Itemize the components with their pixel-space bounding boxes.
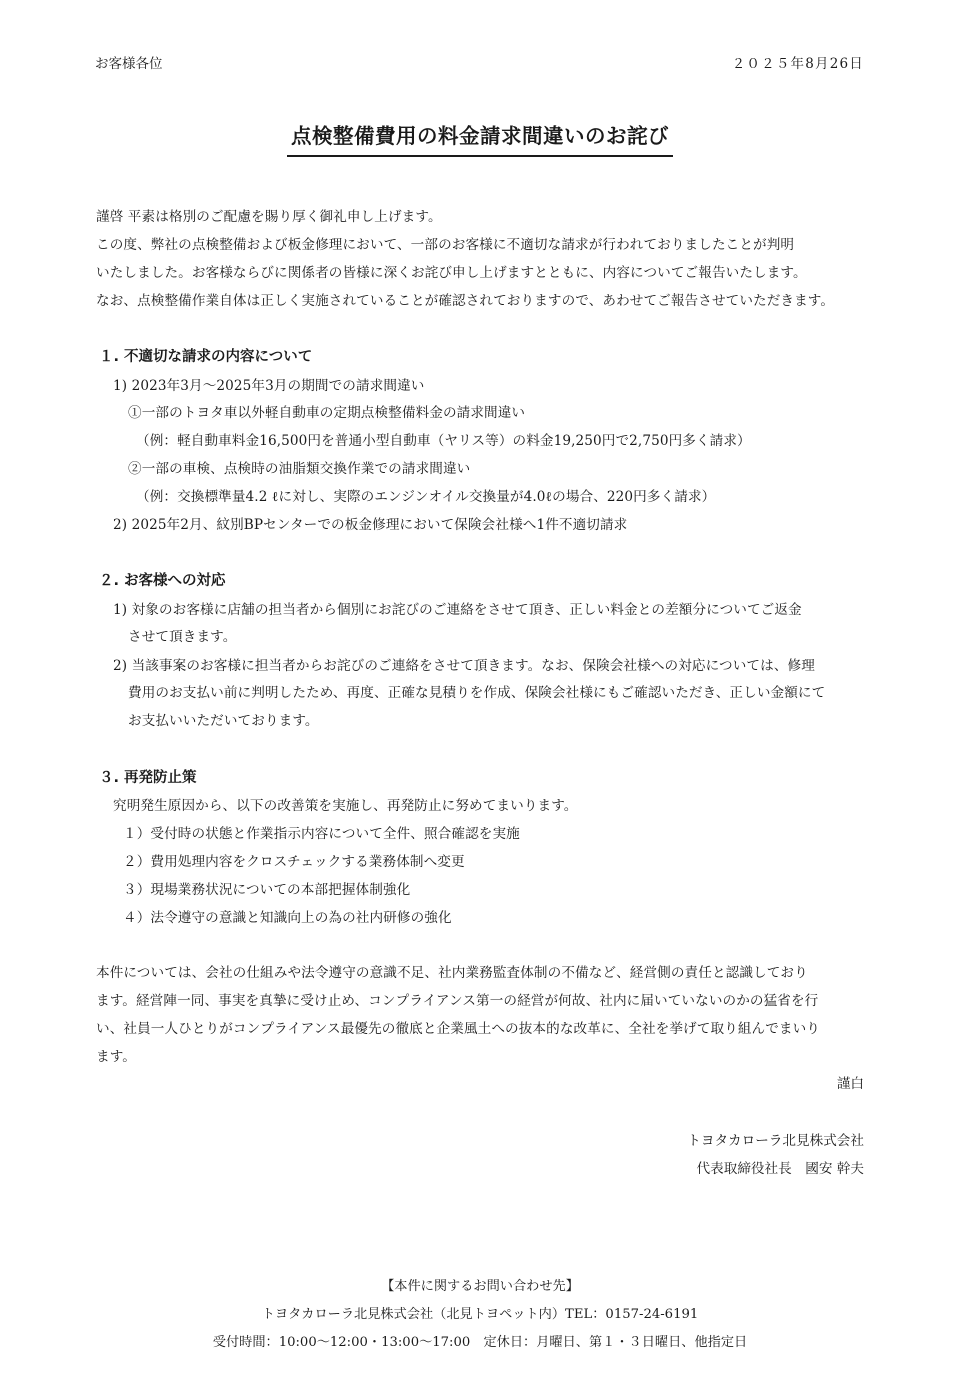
intro-line: いたしました。お客様ならびに関係者の皆様に深くお詫び申し上げますとともに、内容についてご報告いたします。 — [96, 265, 807, 281]
section2-heading: ２. お客様への対応 — [99, 573, 226, 589]
contact-line: トヨタカローラ北見株式会社（北見トヨペット内）TEL：0157-24-6191 — [261, 1307, 699, 1322]
section1-line: 1) 2023年3月～2025年3月の期間での請求間違い — [113, 378, 425, 394]
section1-line: 2) 2025年2月、紋別BPセンターでの板金修理において保険会社様へ1件不適切請求 — [113, 517, 628, 533]
section1-line: （例：軽自動車料金16,500円を普通小型自動車（ヤリス等）の料金19,250円で2,750円多く請求） — [136, 433, 751, 449]
section3-line: ２）費用処理内容をクロスチェックする業務体制へ変更 — [123, 854, 465, 870]
page-title: 点検整備費用の料金請求間違いのお詫び — [287, 119, 673, 157]
signature-company: トヨタカローラ北見株式会社 — [687, 1133, 864, 1149]
conclusion-line: い、社員一人ひとりがコンプライアンス最優先の徹底と企業風土への抜本的な改革に、全社を挙げて取り組んでまいり — [96, 1021, 820, 1037]
conclusion-line: ます。経営陣一同、事実を真摯に受け止め、コンプライアンス第一の経営が何故、社内に届いていないのかの猛省を行 — [96, 993, 819, 1009]
conclusion-line: 本件については、会社の仕組みや法令遵守の意識不足、社内業務監査体制の不備など、経営側の責任と認識しており — [96, 965, 808, 981]
section2-line: 1) 対象のお客様に店舗の担当者から個別にお詫びのご連絡をさせて頂き、正しい料金との差額分についてご返金 — [113, 602, 802, 618]
section3-line: ３）現場業務状況についての本部把握体制強化 — [123, 882, 411, 898]
title-block — [0, 119, 960, 157]
intro-line: なお、点検整備作業自体は正しく実施されていることが確認されておりますので、あわせてご報告させていただきます。 — [96, 293, 835, 309]
section3-line: 究明発生原因から、以下の改善策を実施し、再発防止に努めてまいります。 — [113, 798, 578, 814]
section3-line: ４）法令遵守の意識と知識向上の為の社内研修の強化 — [123, 910, 452, 926]
section1-line: ②一部の車検、点検時の油脂類交換作業での請求間違い — [128, 461, 471, 477]
closing-word: 謹白 — [836, 1076, 864, 1092]
conclusion-line: ます。 — [96, 1049, 136, 1065]
contact-line: 受付時間：10:00～12:00・13:00～17:00 定休日：月曜日、第１・３日曜日、他指定日 — [212, 1335, 748, 1350]
section2-line: お支払いいただいております。 — [128, 713, 319, 729]
document-date: ２０２５年8月26日 — [731, 56, 864, 72]
intro-line: 謹啓 平素は格別のご配慮を賜り厚く御礼申し上げます。 — [96, 209, 442, 225]
addressee: お客様各位 — [95, 56, 163, 72]
section1-heading: １. 不適切な請求の内容について — [99, 349, 313, 365]
section3-heading: ３. 再発防止策 — [99, 770, 197, 786]
section2-line: 2) 当該事案のお客様に担当者からお詫びのご連絡をさせて頂きます。なお、保険会社様への対応については、修理 — [113, 658, 815, 674]
section2-line: させて頂きます。 — [128, 629, 237, 645]
signature-representative: 代表取締役社長 國安 幹夫 — [696, 1161, 864, 1177]
section1-line: （例：交換標準量4.2 ℓに対し、実際のエンジンオイル交換量が4.0ℓの場合、220円多く請求） — [136, 489, 716, 505]
section3-line: １）受付時の状態と作業指示内容について全件、照合確認を実施 — [123, 826, 520, 842]
section2-line: 費用のお支払い前に判明したため、再度、正確な見積りを作成、保険会社様にもご確認いただき、正しい金額にて — [128, 685, 826, 701]
intro-line: この度、弊社の点検整備および板金修理において、一部のお客様に不適切な請求が行われておりましたことが判明 — [96, 237, 795, 253]
contact-heading: 【本件に関するお問い合わせ先】 — [381, 1279, 579, 1294]
section1-line: ①一部のトヨタ車以外軽自動車の定期点検整備料金の請求間違い — [128, 405, 526, 421]
